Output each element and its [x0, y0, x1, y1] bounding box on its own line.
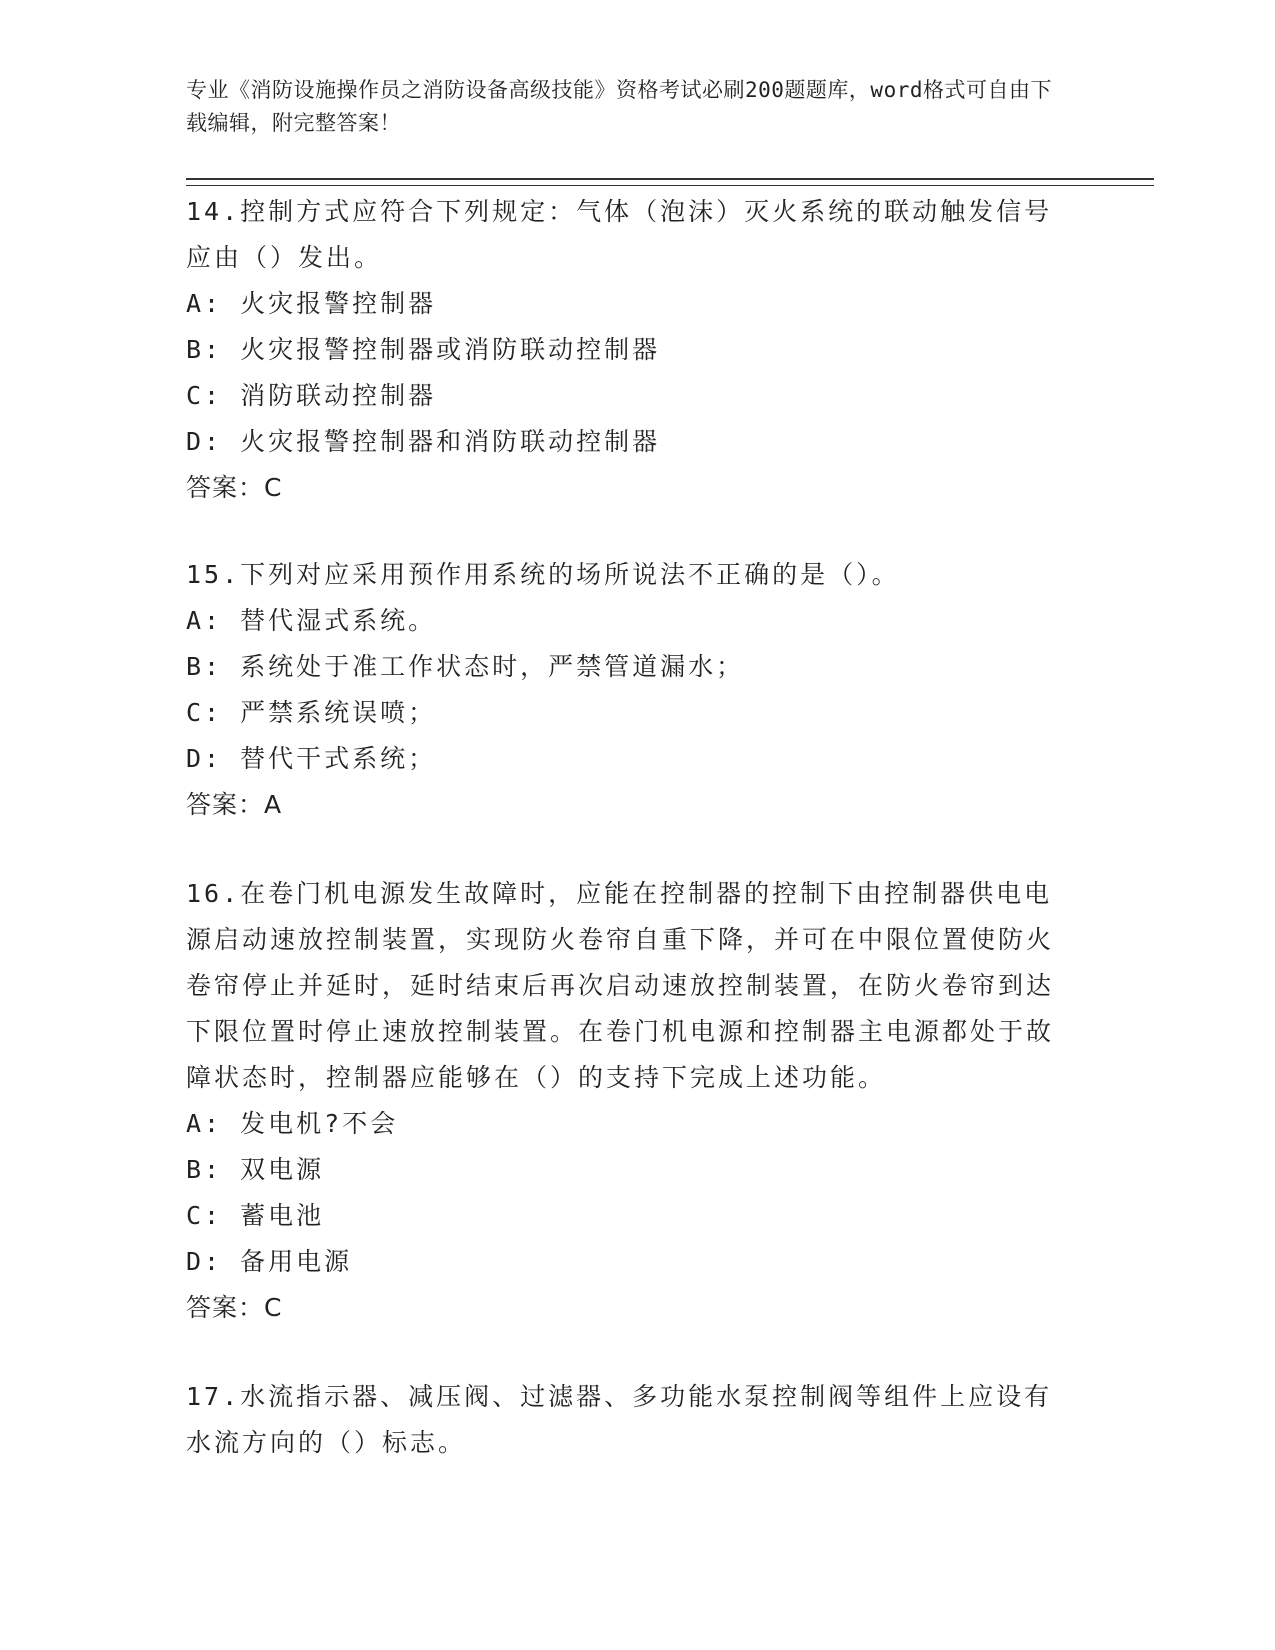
question-16: [186, 871, 1076, 1331]
option-d: D: 火灾报警控制器和消防联动控制器: [186, 427, 661, 456]
header-divider-thin: [186, 185, 1154, 186]
option-d: D: 备用电源: [186, 1247, 353, 1276]
option-a: A: 火灾报警控制器: [186, 289, 437, 318]
question-stem: 14.控制方式应符合下列规定：气体（泡沫）灭火系统的联动触发信号应由（）发出。: [186, 197, 1053, 272]
option-a: A: 发电机?不会: [186, 1109, 399, 1138]
answer: 答案：C: [186, 473, 283, 502]
option-d: D: 替代干式系统；: [186, 744, 437, 773]
header-divider-thick: [186, 178, 1154, 180]
question-15: [186, 552, 1076, 828]
document-intro: 专业《消防设施操作员之消防设备高级技能》资格考试必刷200题题库，word格式可自由下载编辑，附完整答案！: [186, 78, 1052, 135]
option-a: A: 替代湿式系统。: [186, 606, 437, 635]
question-stem: 16.在卷门机电源发生故障时，应能在控制器的控制下由控制器供电电源启动速放控制装置，实现防火卷帘自重下降，并可在中限位置使防火卷帘停止并延时，延时结束后再次启动速放控制装置，在防火卷帘到达下限位置时停止速放控制装置。在卷门机电源和控制器主电源都处于故障状态时，控制器应能够在（）的支持下完成上述功能。: [186, 879, 1055, 1092]
question-stem: 15.下列对应采用预作用系统的场所说法不正确的是（）。: [186, 560, 900, 589]
question-14: [186, 189, 1076, 511]
option-c: C: 蓄电池: [186, 1201, 325, 1230]
option-b: B: 双电源: [186, 1155, 325, 1184]
answer: 答案：A: [186, 790, 283, 819]
option-b: B: 系统处于准工作状态时，严禁管道漏水；: [186, 652, 745, 681]
option-c: C: 消防联动控制器: [186, 381, 437, 410]
option-c: C: 严禁系统误喷；: [186, 698, 437, 727]
answer: 答案：C: [186, 1293, 283, 1322]
question-17: [186, 1374, 1076, 1466]
question-stem: 17.水流指示器、减压阀、过滤器、多功能水泵控制阀等组件上应设有水流方向的（）标志。: [186, 1382, 1053, 1457]
option-b: B: 火灾报警控制器或消防联动控制器: [186, 335, 661, 364]
